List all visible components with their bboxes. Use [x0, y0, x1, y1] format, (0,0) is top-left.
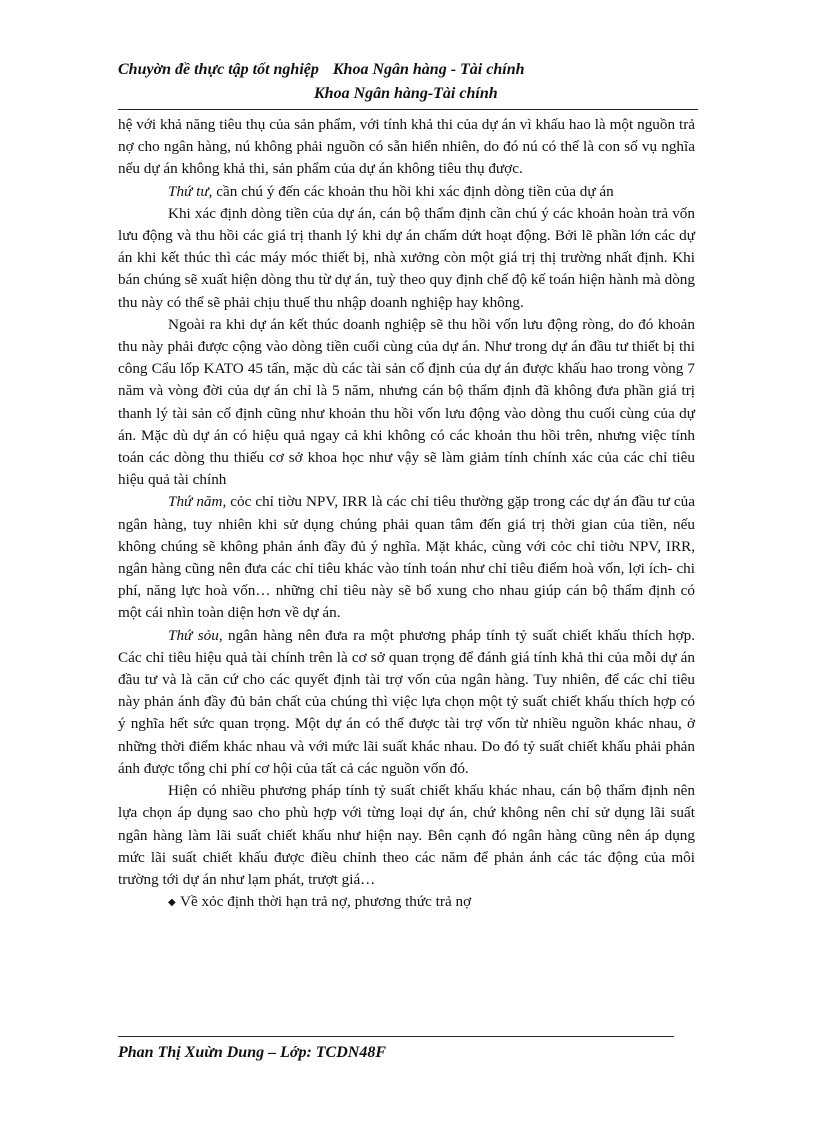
paragraph-ty-suat: Hiện có nhiều phương pháp tính tỷ suất chiết khấu khác nhau, cán bộ thẩm định nên lựa chọn áp dụng sao cho phù hợp với từng loại dự án, chứ không nên chỉ sử dụng lãi suất ngân hàng làm lãi suất chiết khấu như hiện nay. Bên cạnh đó ngân hàng cũng nên áp dụng mức lãi suất chiết khấu được điều chỉnh theo các năm để phản ánh các tác động của môi trường tới dự án như lạm phát, trượt giá…: [118, 782, 695, 888]
paragraph-thu-hoi-von: Ngoài ra khi dự án kết thúc doanh nghiệp sẽ thu hồi vốn lưu động ròng, do đó khoản thu này phải được cộng vào dòng tiền cuối cùng của dự án. Như trong dự án đầu tư thiết bị thi công Cẩu lốp KATO 45 tấn, mặc dù các tài sản cố định của dự án được khấu hao trong vòng 7 năm và vòng đời của dự án chỉ là 5 năm, nhưng cán bộ thẩm định đã không đưa phần giá trị thanh lý tài sản cố định cũng như khoản thu hồi vốn lưu động vào dòng thu cuối cùng của dự án. Mặc dù dự án có hiệu quả ngay cả khi không có các khoản thu hồi trên, nhưng việc tính toán các dòng thu thiếu cơ sở khoa học như vậy sẽ làm giảm tính chính xác của các chỉ tiêu hiệu quả tài chính: [118, 315, 695, 489]
header-department-repeat: Khoa Ngân hàng-Tài chính: [314, 85, 498, 102]
bullet-item: [118, 891, 695, 914]
paragraph-dong-tien: Khi xác định dòng tiền của dự án, cán bộ thẩm định cần chú ý các khoản hoàn trả vốn lưu động và thu hồi các giá trị thanh lý khi dự án chấm dứt hoạt động. Bởi lẽ phần lớn các dự án khi kết thúc thì các máy móc thiết bị, nhà xưởng còn một giá trị thị trường nhất định. Khi bán chúng sẽ xuất hiện dòng thu từ dự án, tuỳ theo quy định chế độ kế toán hiện hành mà dòng thu này có thể sẽ phải chịu thuế thu nhập doanh nghiệp hay không.: [118, 204, 695, 311]
page-footer: Phan Thị Xuừn Dung – Lớp: TCDN48F: [118, 1044, 387, 1061]
page-body: [118, 114, 695, 914]
page-header: [118, 58, 698, 106]
paragraph-thu-nam: [118, 491, 695, 624]
diamond-bullet-icon: ◆: [168, 897, 176, 909]
paragraph-lead-thu-nam: Thứ năm,: [168, 493, 227, 511]
footer-rule: [118, 1036, 674, 1037]
header-rule: [118, 109, 698, 110]
paragraph-text-thu-nam: cỏc chỉ tiờu NPV, IRR là các chỉ tiêu thường gặp trong các dự án đầu tư của ngân hàng, tuy nhiên khi sử dụng chúng phải quan tâm đến giá trị thời gian của tiền, nếu không chúng sẽ không phản ánh đầy đủ ý nghĩa. Mặt khác, cùng với cỏc chỉ tiờu NPV, IRR, ngân hàng cũng nên đưa các chỉ tiêu khác vào tính toán như chỉ tiêu điểm hoà vốn, lợi ích- chi phí, năng lực hoà vốn… những chỉ tiêu này sẽ bổ xung cho nhau giúp cán bộ thẩm định có một cái nhìn toàn diện hơn về dự án.: [118, 493, 695, 622]
header-line-1: [118, 58, 698, 82]
paragraph-lead-thu-tu: Thứ tư,: [168, 182, 213, 200]
paragraph-continuation: hệ với khả năng tiêu thụ của sản phẩm, với tính khả thi của dự án vì khấu hao là một nguồn trả nợ cho ngân hàng, nú không phải nguồn có sẵn hiển nhiên, do đó nú có thể là con số vụ nghĩa nếu dự án không khả thi, sản phẩm của dự án không tiêu thụ được.: [118, 116, 695, 178]
header-document-type: Chuyờn đề thực tập tốt nghiệp: [118, 61, 319, 78]
paragraph-thu-sau: [118, 625, 695, 780]
paragraph-lead-thu-sau: Thứ sỏu,: [168, 626, 223, 644]
bullet-text: Về xỏc định thời hạn trả nợ, phương thức trả nợ: [180, 893, 472, 911]
header-department: Khoa Ngân hàng - Tài chính: [332, 61, 525, 78]
paragraph-thu-tu: [118, 181, 695, 203]
paragraph-text-thu-sau: ngân hàng nên đưa ra một phương pháp tính tỷ suất chiết khấu thích hợp. Các chỉ tiêu hiệu quả tài chính trên là cơ sở quan trọng để đánh giá tính khả thi của mỗi dự án đầu tư và là căn cứ cho các quyết định tài trợ vốn của ngân hàng. Tuy nhiên, để các chỉ tiêu này phản ánh đầy đủ bản chất của chúng thì việc lựa chọn một tỷ suất chiết khấu thích hợp có ý nghĩa hết sức quan trọng. Một dự án có thể được tài trợ vốn từ nhiều nguồn khác nhau, ở những thời điểm khác nhau và với mức lãi suất khác nhau. Do đó tỷ suất chiết khấu phải phản ánh được tổng chi phí cơ hội của tất cả các nguồn vốn đó.: [118, 626, 696, 777]
paragraph-text-thu-tu: cần chú ý đến các khoản thu hồi khi xác định dòng tiền của dự án: [212, 182, 614, 200]
